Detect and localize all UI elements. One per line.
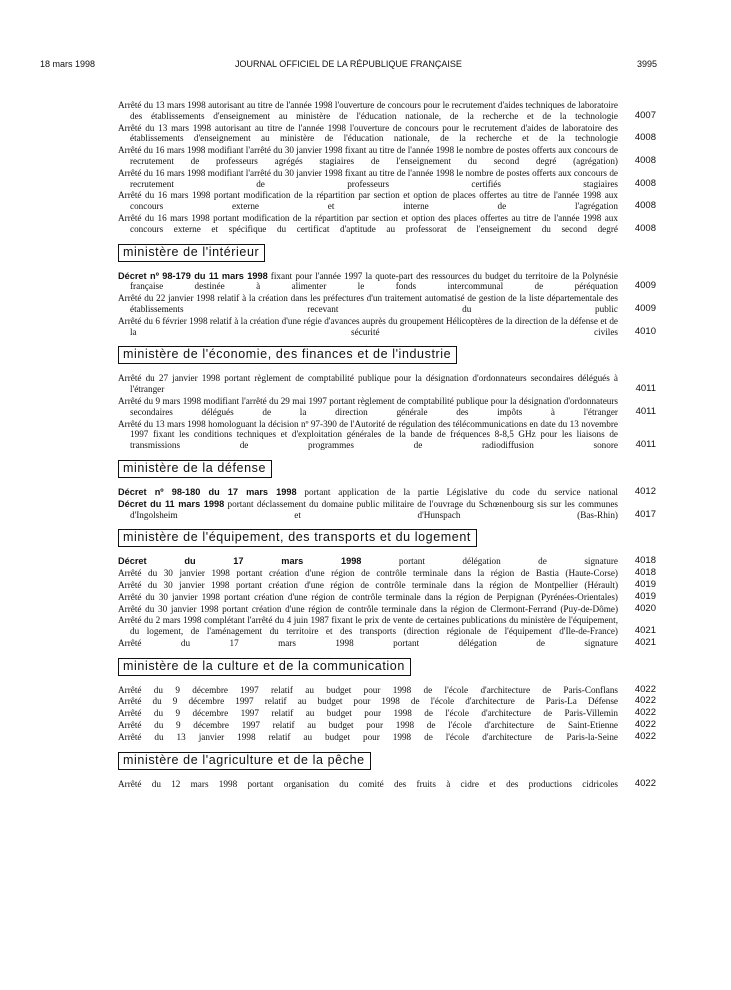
entry-page-number: 4022: [634, 707, 656, 719]
entry-page-number: 4008: [634, 132, 656, 144]
entry-description: Arrêté du 6 février 1998 relatif à la création d'une régie d'avances auprès du groupement Hélicoptères de la direction de la défense et de la sécurité civiles: [118, 315, 618, 337]
issue-date: 18 mars 1998: [40, 59, 96, 69]
entry-decree-reference: Décret nº 98-179 du 11 mars 1998: [118, 270, 268, 281]
ministry-section: [118, 338, 656, 373]
entry-description: Arrêté du 17 mars 1998 portant délégation de signature: [118, 637, 618, 648]
entry-text: [118, 396, 618, 418]
entry-page-number: 4009: [634, 302, 656, 314]
entry-text: [118, 592, 618, 603]
entry-page-number: 4009: [634, 280, 656, 292]
entry-page-number: 4007: [634, 109, 656, 121]
entry-text: [118, 580, 618, 591]
entry-text: [118, 720, 618, 731]
entry-page-number: 4008: [634, 154, 656, 166]
toc-entry: [118, 487, 656, 498]
entry-text: [118, 685, 618, 696]
toc-entry: [118, 615, 656, 637]
entry-page-number: 4022: [634, 695, 656, 707]
toc-entry: [118, 708, 656, 719]
entry-description: Arrêté du 9 décembre 1997 relatif au budget pour 1998 de l'école d'architecture de Saint-Etienne: [118, 720, 618, 731]
entry-text: [118, 145, 618, 167]
entry-text: [118, 696, 618, 707]
entry-description: portant application de la partie Législative du code du service national: [296, 486, 618, 497]
toc-entry: [118, 145, 656, 167]
entry-description: Arrêté du 13 mars 1998 autorisant au titre de l'année 1998 l'ouverture de concours pour le recrutement d'aides techniques de laboratoire des établissements d'enseignement au ministère de l'éducation nationale, de la recherche et de la technologie: [118, 100, 618, 121]
toc-entry: [118, 556, 656, 567]
entry-text: [118, 373, 618, 395]
toc-entry: [118, 685, 656, 696]
entry-description: Arrêté du 9 décembre 1997 relatif au budget pour 1998 de l'école d'architecture de Paris-Villemin: [118, 708, 618, 719]
entry-page-number: 4021: [634, 636, 656, 648]
entry-text: [118, 604, 618, 615]
entry-page-number: 4020: [634, 602, 656, 614]
entry-description: Arrêté du 16 mars 1998 portant modification de la répartition par section et option de places offertes au titre de l'année 1998 aux concours externe et interne de l'agrégation: [118, 190, 618, 212]
entry-text: [118, 213, 618, 235]
toc-entry: [118, 373, 656, 395]
entry-text: [118, 487, 618, 498]
entry-description: Arrêté du 13 janvier 1998 relatif au budget pour 1998 de l'école d'architecture de Paris-la-Seine: [118, 731, 618, 742]
toc-entry: [118, 419, 656, 451]
toc-entry: [118, 100, 656, 122]
entry-text: [118, 419, 618, 451]
entry-text: [118, 638, 618, 649]
entry-page-number: 4017: [634, 508, 656, 520]
toc-entry: [118, 732, 656, 743]
toc-entry: [118, 190, 656, 212]
entry-description: Arrêté du 16 mars 1998 portant modification de la répartition par section et option des places offertes au titre de l'année 1998 aux concours externe et spécifique du certificat d'aptitude au professorat de l'enseignement du second degré: [118, 212, 618, 234]
entry-description: Arrêté du 13 mars 1998 autorisant au titre de l'année 1998 l'ouverture de concours pour le recrutement d'aides de laboratoire des établissements d'enseignement au ministère de l'éducation nationale, de la recherche et de la technologie: [118, 122, 618, 144]
ministry-heading: ministère de la culture et de la communication: [118, 658, 411, 676]
ministry-heading: ministère de l'économie, des finances et de l'industrie: [118, 346, 457, 364]
toc-entry: [118, 604, 656, 615]
entry-page-number: 4012: [634, 485, 656, 497]
entry-page-number: 4011: [635, 439, 656, 451]
toc-entry: [118, 779, 656, 790]
entry-description: Arrêté du 30 janvier 1998 portant création d'une région de contrôle terminale dans la région de Clermont-Ferrand (Puy-de-Dôme): [118, 603, 618, 614]
entry-decree-reference: Décret du 11 mars 1998: [118, 498, 225, 509]
ministry-section: [118, 521, 656, 556]
journal-title: JOURNAL OFFICIEL DE LA RÉPUBLIQUE FRANÇAISE: [235, 59, 462, 69]
entry-page-number: 4022: [634, 719, 656, 731]
entry-text: [118, 316, 618, 338]
entry-description: Arrêté du 27 janvier 1998 portant règlement de comptabilité publique pour la désignation d'ordonnateurs secondaires délégués à l'étranger: [118, 373, 618, 395]
ministry-heading: ministère de l'intérieur: [118, 244, 265, 262]
toc-entry: [118, 271, 656, 293]
entry-page-number: 4011: [635, 405, 656, 417]
entry-page-number: 4022: [634, 730, 656, 742]
entry-page-number: 4018: [634, 567, 656, 579]
entry-description: Arrêté du 22 janvier 1998 relatif à la création dans les préfectures d'un traitement automatisé de gestion de la liste départementale des établissements recevant du public: [118, 293, 618, 314]
entry-page-number: 4008: [634, 200, 656, 212]
entry-description: Arrêté du 12 mars 1998 portant organisation du comité des fruits à cidre et des productions cidricoles: [118, 778, 618, 789]
entry-text: [118, 190, 618, 212]
toc-entry: [118, 568, 656, 579]
entry-description: Arrêté du 13 mars 1998 homologuant la décision nº 97-390 de l'Autorité de régulation des télécommunications en date du 13 novembre 1997 fixant les conditions techniques et d'exploitation générales de la bande de fréquences 8-8,5 GHz pour les liaisons de transmissions de programmes de radiodiffusion sonore: [118, 418, 618, 451]
entry-page-number: 4021: [634, 625, 656, 637]
ministry-heading: ministère de l'équipement, des transports et du logement: [118, 529, 477, 547]
entry-description: Arrêté du 2 mars 1998 complétant l'arrêté du 4 juin 1987 fixant le prix de vente de certaines publications du ministère de l'équipement, du logement, de l'aménagement du territoire et des transports (direction régionale de l'équipement d'Ile-de-France): [118, 615, 618, 637]
toc-entry: [118, 696, 656, 707]
entry-description: Arrêté du 9 mars 1998 modifiant l'arrêté du 29 mai 1997 portant règlement de comptabilité publique pour la désignation d'ordonnateurs secondaires délégués de la direction générale des impôts à l'étranger: [118, 395, 618, 417]
toc-entry: [118, 213, 656, 235]
entry-page-number: 4008: [634, 177, 656, 189]
entry-description: Arrêté du 30 janvier 1998 portant création d'une région de contrôle terminale dans la région de Bastia (Haute-Corse): [118, 568, 618, 579]
entry-page-number: 4022: [634, 683, 656, 695]
entry-page-number: 4010: [634, 325, 656, 337]
entry-text: [118, 732, 618, 743]
ministry-section: [118, 650, 656, 685]
toc-entry: [118, 123, 656, 145]
entry-text: [118, 293, 618, 315]
entry-page-number: 4008: [634, 222, 656, 234]
entry-text: [118, 568, 618, 579]
entry-text: [118, 271, 618, 293]
ministry-section: [118, 744, 656, 779]
entry-page-number: 4019: [634, 590, 656, 602]
entry-text: [118, 708, 618, 719]
entry-description: Arrêté du 30 janvier 1998 portant création d'une région de contrôle terminale dans la région de Montpellier (Hérault): [118, 579, 618, 590]
entry-text: [118, 556, 618, 567]
entry-page-number: 4022: [634, 777, 656, 789]
toc-entry: [118, 638, 656, 649]
entry-description: fixant pour l'année 1997 la quote-part des ressources du budget du territoire de la Polynésie française destinée à alimenter le fonds intercommunal de péréquation: [130, 270, 618, 292]
entry-text: [118, 168, 618, 190]
toc-entry: [118, 168, 656, 190]
entry-description: Arrêté du 30 janvier 1998 portant création d'une région de contrôle terminale dans la région de Perpignan (Pyrénées-Orientales): [118, 591, 618, 602]
ministry-heading: ministère de l'agriculture et de la pêche: [118, 752, 371, 770]
ministry-section: [118, 452, 656, 487]
toc-entry: [118, 592, 656, 603]
entry-description: Arrêté du 16 mars 1998 modifiant l'arrêté du 30 janvier 1998 fixant au titre de l'année 1998 le nombre de postes offerts aux concours de recrutement de professeurs certifiés stagiaires: [118, 167, 618, 189]
ministry-section: [118, 236, 656, 271]
entry-page-number: 4019: [634, 578, 656, 590]
entry-decree-reference: Décret nº 98-180 du 17 mars 1998: [118, 486, 297, 497]
entry-page-number: 4011: [635, 383, 656, 395]
entry-description: portant délégation de signature: [361, 556, 618, 567]
entry-description: Arrêté du 9 décembre 1997 relatif au budget pour 1998 de l'école d'architecture de Paris-Conflans: [118, 684, 618, 695]
toc-entry: [118, 499, 656, 521]
page-header: [40, 59, 657, 71]
entry-description: Arrêté du 9 décembre 1997 relatif au budget pour 1998 de l'école d'architecture de Paris-La Défense: [118, 696, 618, 707]
entry-text: [118, 615, 618, 637]
entry-text: [118, 779, 618, 790]
entry-text: [118, 123, 618, 145]
entry-text: [118, 100, 618, 122]
entry-description: Arrêté du 16 mars 1998 modifiant l'arrêté du 30 janvier 1998 fixant au titre de l'année 1998 le nombre de postes offerts aux concours de recrutement de professeurs agrégés stagiaires de l'enseignement du second degré (agrégation): [118, 145, 618, 166]
toc-entry: [118, 293, 656, 315]
toc-entry: [118, 720, 656, 731]
toc-entry: [118, 316, 656, 338]
toc-entry: [118, 396, 656, 418]
entry-decree-reference: Décret du 17 mars 1998: [118, 556, 362, 567]
entry-text: [118, 499, 618, 521]
ministry-heading: ministère de la défense: [118, 460, 272, 478]
page-number: 3995: [636, 59, 657, 69]
entry-page-number: 4018: [634, 555, 656, 567]
table-of-contents: [118, 100, 656, 790]
entry-description: portant déclassement du domaine public militaire de l'ouvrage du Schœnenbourg sis sur les communes d'Ingolsheim et d'Hunspach (Bas-Rhin): [130, 498, 618, 520]
toc-entry: [118, 580, 656, 591]
